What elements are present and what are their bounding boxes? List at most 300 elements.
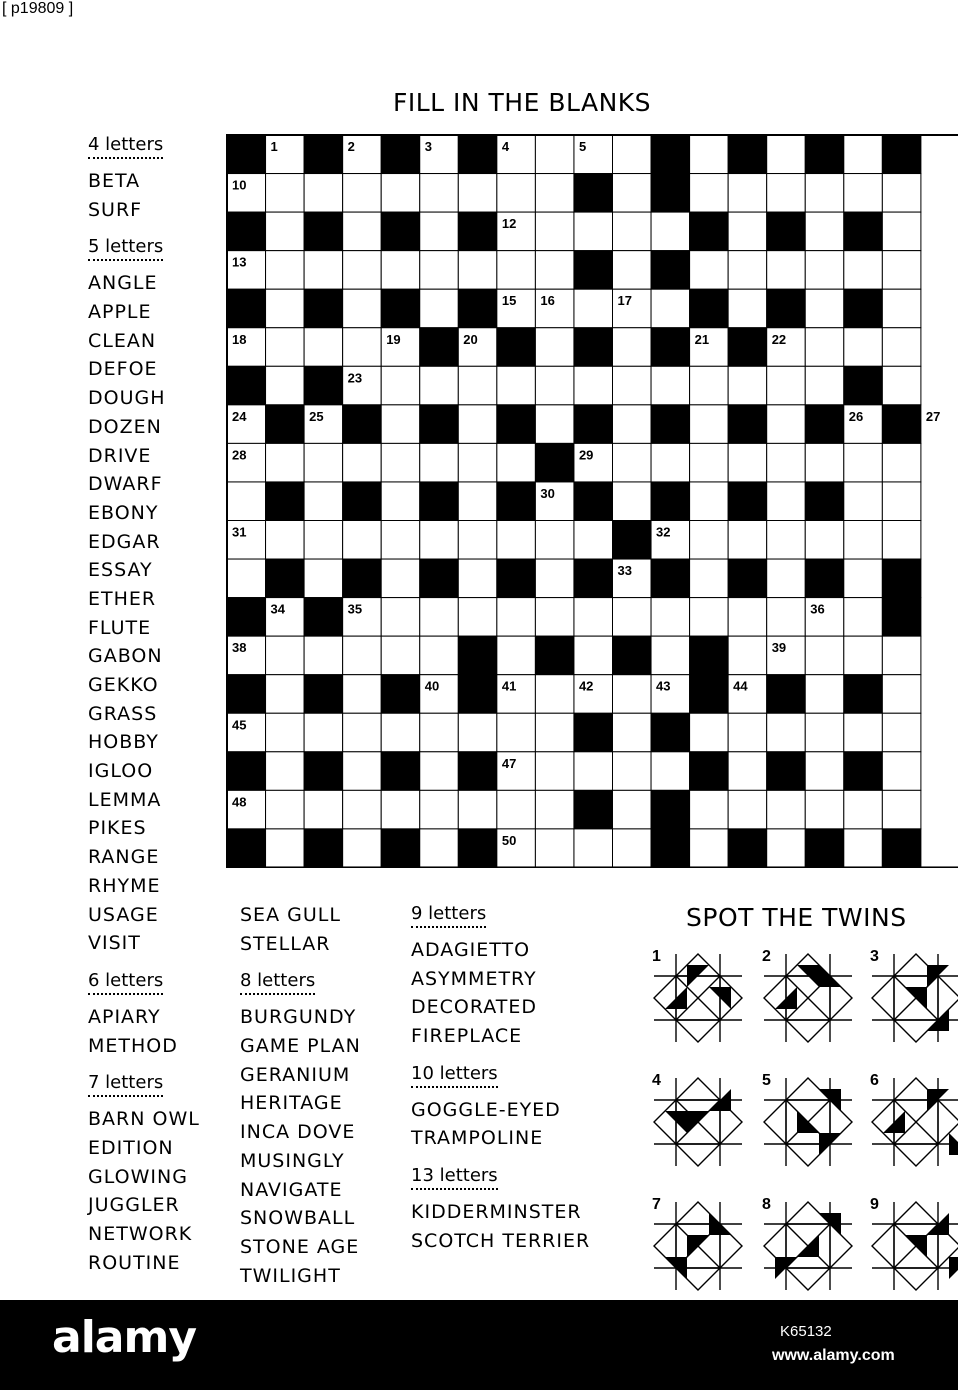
- grid-cell-black: [458, 675, 497, 714]
- clue-number: 30: [540, 485, 555, 501]
- grid-cell-black: [420, 328, 459, 367]
- word-list-column-2: [240, 901, 361, 1302]
- word-group-header: 10 letters: [411, 1063, 498, 1088]
- grid-cell: [458, 174, 497, 213]
- clue-number: 25: [309, 408, 324, 424]
- word-entry: RANGE: [88, 846, 160, 869]
- grid-cell: [535, 174, 574, 213]
- grid-cell: [381, 559, 420, 598]
- grid-cell: [844, 135, 883, 174]
- grid-cell: [497, 713, 536, 752]
- grid-cell: [613, 790, 652, 829]
- word-entry: SURF: [88, 198, 143, 221]
- word-group-header: 7 letters: [88, 1072, 163, 1097]
- grid-cell-black: [227, 675, 266, 714]
- grid-cell: [266, 443, 305, 482]
- grid-cell: [690, 829, 729, 868]
- word-group-header: 8 letters: [240, 970, 315, 995]
- grid-cell: [882, 212, 921, 251]
- clue-number: 46: [656, 717, 671, 733]
- grid-cell: [343, 443, 382, 482]
- twin-figure: [870, 952, 958, 1044]
- grid-cell: [805, 328, 844, 367]
- clue-number: 33: [617, 563, 632, 579]
- grid-cell: [574, 212, 613, 251]
- grid-cell-black: [304, 366, 343, 405]
- grid-cell: [767, 713, 806, 752]
- grid-cell-black: [690, 636, 729, 675]
- grid-cell: [805, 675, 844, 714]
- grid-cell: [535, 713, 574, 752]
- grid-cell: [767, 790, 806, 829]
- grid-cell: [343, 752, 382, 791]
- grid-cell: [728, 289, 767, 328]
- grid-cell: [497, 443, 536, 482]
- clue-number: 48: [232, 794, 247, 810]
- grid-cell: [690, 251, 729, 290]
- grid-cell: [613, 713, 652, 752]
- grid-cell: [767, 521, 806, 560]
- grid-cell-black: [227, 289, 266, 328]
- grid-cell: [767, 405, 806, 444]
- twin-star-point: [676, 1078, 720, 1100]
- grid-cell: [882, 174, 921, 213]
- grid-cell: [458, 443, 497, 482]
- grid-cell: [343, 636, 382, 675]
- word-entry: DWARF: [88, 473, 163, 496]
- grid-cell-black: [882, 829, 921, 868]
- grid-cell: [613, 366, 652, 405]
- twin-figure: [870, 1076, 958, 1168]
- grid-cell: [420, 598, 459, 637]
- grid-cell: [651, 289, 690, 328]
- clue-number: 1: [270, 139, 278, 154]
- grid-cell: [767, 366, 806, 405]
- clue-number: 8: [810, 139, 818, 154]
- grid-cell: [844, 559, 883, 598]
- word-entry: JUGGLER: [88, 1194, 180, 1217]
- twin-figure: [762, 1200, 854, 1292]
- site-url: www.alamy.com: [772, 1347, 895, 1364]
- clue-number: 32: [656, 524, 671, 540]
- grid-cell-black: [767, 289, 806, 328]
- clue-number: 49: [656, 794, 671, 810]
- grid-cell: [882, 752, 921, 791]
- word-entry: VISIT: [88, 932, 141, 955]
- grid-cell: [882, 675, 921, 714]
- clue-number: 11: [656, 177, 670, 193]
- grid-cell-black: [381, 212, 420, 251]
- grid-cell: [497, 598, 536, 637]
- word-entry: METHOD: [88, 1034, 178, 1057]
- grid-cell-black: [227, 752, 266, 791]
- word-entry: GAME PLAN: [240, 1035, 361, 1058]
- word-group: [240, 901, 361, 958]
- grid-cell-black: [343, 482, 382, 521]
- grid-cell: [266, 289, 305, 328]
- clue-number: 13: [232, 254, 247, 270]
- clue-number: 9: [887, 139, 895, 154]
- clue-number: 12: [501, 216, 517, 232]
- grid-cell-black: [458, 829, 497, 868]
- grid-cell: [304, 790, 343, 829]
- grid-cell-black: [574, 251, 613, 290]
- grid-cell-black: [304, 829, 343, 868]
- word-group-header: 13 letters: [411, 1165, 498, 1190]
- grid-cell: [420, 636, 459, 675]
- grid-cell: [535, 598, 574, 637]
- grid-cell: [304, 482, 343, 521]
- grid-cell: [882, 328, 921, 367]
- word-entry: LEMMA: [88, 788, 162, 811]
- word-group: [411, 903, 590, 1051]
- grid-cell: [767, 251, 806, 290]
- grid-cell: [728, 366, 767, 405]
- grid-cell-black: [497, 328, 536, 367]
- word-entry: USAGE: [88, 903, 159, 926]
- grid-cell: [882, 251, 921, 290]
- grid-cell: [844, 636, 883, 675]
- grid-cell: [420, 829, 459, 868]
- word-entry: APIARY: [88, 1005, 161, 1028]
- grid-cell: [690, 521, 729, 560]
- grid-cell: [574, 289, 613, 328]
- clue-number: 28: [232, 447, 247, 463]
- grid-cell: [343, 675, 382, 714]
- clue-number: 35: [347, 601, 363, 617]
- twin-label: 6: [870, 1072, 879, 1089]
- grid-cell-black: [805, 829, 844, 868]
- clue-number: 44: [733, 678, 748, 694]
- grid-cell: [728, 521, 767, 560]
- clue-number: 20: [463, 331, 478, 347]
- twin-star-point: [872, 976, 894, 1020]
- word-entry: GRASS: [88, 702, 158, 725]
- word-group: [88, 134, 200, 224]
- clue-number: 27: [925, 408, 941, 424]
- twin-star-point: [654, 976, 676, 1020]
- grid-cell-black: [574, 174, 613, 213]
- grid-cell: [535, 559, 574, 598]
- grid-cell: [304, 251, 343, 290]
- grid-cell: [613, 212, 652, 251]
- word-entry: MUSINGLY: [240, 1149, 345, 1172]
- grid-cell: [574, 521, 613, 560]
- grid-cell: [420, 251, 459, 290]
- word-entry: GERANIUM: [240, 1063, 351, 1086]
- grid-cell: [535, 212, 574, 251]
- clue-number: 29: [578, 447, 594, 463]
- clue-number: 6: [656, 139, 664, 154]
- grid-cell: [690, 366, 729, 405]
- grid-cell: [805, 521, 844, 560]
- twin-figure: [652, 952, 744, 1044]
- grid-cell: [613, 752, 652, 791]
- grid-cell: [497, 790, 536, 829]
- word-group-header: 5 letters: [88, 236, 163, 261]
- twins-title: SPOT THE TWINS: [686, 903, 907, 932]
- grid-cell: [805, 713, 844, 752]
- grid-cell: [651, 636, 690, 675]
- grid-cell: [728, 752, 767, 791]
- grid-cell-black: [227, 135, 266, 174]
- grid-cell: [343, 251, 382, 290]
- grid-cell: [844, 713, 883, 752]
- grid-cell: [767, 559, 806, 598]
- grid-cell-black: [304, 752, 343, 791]
- clue-number: 5: [578, 139, 587, 154]
- word-entry: HOBBY: [88, 731, 159, 754]
- grid-cell: [458, 790, 497, 829]
- clue-number: 39: [771, 640, 787, 656]
- grid-cell: [420, 752, 459, 791]
- grid-cell: [651, 443, 690, 482]
- grid-cell-black: [535, 443, 574, 482]
- grid-cell: [420, 212, 459, 251]
- grid-cell: [304, 443, 343, 482]
- grid-cell: [266, 212, 305, 251]
- word-entry: BARN OWL: [88, 1108, 200, 1131]
- word-entry: CLEAN: [88, 329, 157, 352]
- grid-cell: [613, 135, 652, 174]
- grid-cell: [381, 251, 420, 290]
- word-entry: STONE AGE: [240, 1235, 360, 1258]
- grid-cell-black: [844, 366, 883, 405]
- grid-cell: [728, 598, 767, 637]
- clue-number: 7: [733, 139, 741, 154]
- grid-cell: [767, 135, 806, 174]
- grid-cell: [497, 174, 536, 213]
- grid-cell: [613, 675, 652, 714]
- grid-cell-black: [304, 289, 343, 328]
- grid-cell-black: [574, 405, 613, 444]
- grid-cell-black: [535, 636, 574, 675]
- grid-cell-black: [574, 713, 613, 752]
- grid-cell: [844, 174, 883, 213]
- grid-cell: [535, 790, 574, 829]
- twin-star-point: [764, 1100, 786, 1144]
- grid-cell: [690, 135, 729, 174]
- grid-cell: [458, 366, 497, 405]
- word-entry: EBONY: [88, 501, 159, 524]
- grid-cell: [266, 366, 305, 405]
- clue-number: 21: [694, 331, 710, 347]
- twin-figure: [652, 1076, 744, 1168]
- grid-cell: [728, 713, 767, 752]
- grid-cell: [844, 328, 883, 367]
- word-entry: GLOWING: [88, 1165, 188, 1188]
- grid-cell-black: [651, 482, 690, 521]
- twin-label: 5: [762, 1072, 771, 1089]
- clue-number: 26: [848, 408, 864, 424]
- grid-cell-black: [227, 212, 266, 251]
- grid-cell-black: [613, 521, 652, 560]
- grid-cell: [767, 598, 806, 637]
- twin-label: 4: [652, 1072, 661, 1089]
- grid-cell: [535, 675, 574, 714]
- clue-number: 16: [540, 293, 555, 309]
- grid-cell: [882, 443, 921, 482]
- grid-cell-black: [381, 829, 420, 868]
- grid-cell: [420, 289, 459, 328]
- clue-number: 50: [501, 832, 517, 848]
- twin-star-point: [872, 1224, 894, 1268]
- grid-cell-black: [882, 405, 921, 444]
- grid-cell-black: [690, 212, 729, 251]
- grid-cell: [497, 251, 536, 290]
- grid-cell: [381, 636, 420, 675]
- grid-cell: [227, 559, 266, 598]
- grid-cell: [266, 251, 305, 290]
- twin-star-point: [894, 1202, 938, 1224]
- grid-cell: [574, 598, 613, 637]
- grid-cell: [574, 636, 613, 675]
- grid-cell: [651, 366, 690, 405]
- grid-cell: [343, 790, 382, 829]
- word-entry: TRAMPOLINE: [411, 1127, 544, 1150]
- word-entry: GABON: [88, 645, 163, 668]
- grid-cell-black: [728, 405, 767, 444]
- grid-cell-black: [458, 135, 497, 174]
- word-entry: TWILIGHT: [240, 1264, 341, 1287]
- word-group-header: 4 letters: [88, 134, 163, 159]
- word-entry: BURGUNDY: [240, 1006, 357, 1029]
- word-group: [88, 236, 200, 958]
- grid-cell: [728, 443, 767, 482]
- word-entry: STELLAR: [240, 932, 331, 955]
- grid-cell-black: [728, 559, 767, 598]
- grid-cell: [844, 443, 883, 482]
- word-entry: ANGLE: [88, 272, 158, 295]
- grid-cell-black: [458, 752, 497, 791]
- word-entry: SCOTCH TERRIER: [411, 1229, 591, 1252]
- grid-cell: [304, 521, 343, 560]
- grid-cell-black: [844, 752, 883, 791]
- grid-cell-black: [805, 482, 844, 521]
- grid-cell: [497, 636, 536, 675]
- grid-cell: [882, 521, 921, 560]
- twin-star-point: [872, 1100, 894, 1144]
- footer-banner: [0, 1300, 958, 1390]
- twin-label: 1: [652, 948, 661, 965]
- grid-cell: [381, 366, 420, 405]
- grid-cell: [266, 790, 305, 829]
- word-group: [88, 970, 200, 1060]
- grid-cell: [805, 212, 844, 251]
- grid-cell: [574, 752, 613, 791]
- word-entry: FIREPLACE: [411, 1025, 523, 1048]
- grid-cell: [805, 289, 844, 328]
- word-list-column-3: [411, 903, 590, 1268]
- grid-cell-black: [651, 405, 690, 444]
- grid-cell: [458, 521, 497, 560]
- grid-cell: [613, 482, 652, 521]
- grid-cell: [266, 752, 305, 791]
- word-entry: INCA DOVE: [240, 1121, 356, 1144]
- grid-cell-black: [844, 212, 883, 251]
- grid-cell-black: [343, 405, 382, 444]
- grid-cell: [613, 174, 652, 213]
- grid-cell: [882, 636, 921, 675]
- twin-star-point: [786, 1020, 830, 1042]
- twin-filled-triangle: [949, 1257, 958, 1279]
- grid-cell-black: [574, 559, 613, 598]
- grid-cell-black: [266, 482, 305, 521]
- grid-cell: [381, 790, 420, 829]
- grid-cell: [690, 559, 729, 598]
- grid-cell: [266, 521, 305, 560]
- word-entry: NAVIGATE: [240, 1178, 343, 1201]
- grid-cell: [805, 752, 844, 791]
- word-entry: SEA GULL: [240, 904, 341, 926]
- grid-cell: [420, 790, 459, 829]
- twin-figure: [870, 1200, 958, 1292]
- grid-cell: [728, 174, 767, 213]
- grid-cell: [535, 521, 574, 560]
- grid-cell: [535, 135, 574, 174]
- clue-number: 4: [501, 139, 510, 154]
- grid-cell: [343, 212, 382, 251]
- twin-figure: [652, 1200, 744, 1292]
- grid-cell: [420, 443, 459, 482]
- grid-cell: [458, 405, 497, 444]
- grid-cell: [613, 598, 652, 637]
- grid-cell: [381, 521, 420, 560]
- word-entry: ROUTINE: [88, 1251, 181, 1274]
- twin-label: 7: [652, 1196, 661, 1213]
- word-entry: ESSAY: [88, 559, 153, 582]
- twin-star-point: [894, 1144, 938, 1166]
- image-id: K65132: [780, 1323, 832, 1340]
- word-entry: EDGAR: [88, 530, 161, 553]
- word-entry: APPLE: [88, 301, 152, 324]
- clue-number: 18: [232, 331, 247, 347]
- word-entry: GEKKO: [88, 674, 159, 696]
- grid-cell: [227, 482, 266, 521]
- clue-number: 22: [771, 331, 787, 347]
- clue-number: 17: [617, 293, 632, 309]
- grid-cell: [728, 212, 767, 251]
- grid-cell: [690, 443, 729, 482]
- clue-number: 24: [232, 408, 247, 424]
- grid-cell: [304, 713, 343, 752]
- grid-cell: [458, 559, 497, 598]
- grid-cell-black: [767, 675, 806, 714]
- grid-cell: [458, 251, 497, 290]
- grid-cell-black: [304, 135, 343, 174]
- grid-cell: [420, 174, 459, 213]
- word-entry: KIDDERMINSTER: [411, 1201, 582, 1224]
- grid-cell: [882, 713, 921, 752]
- grid-cell: [690, 174, 729, 213]
- word-entry: DEFOE: [88, 358, 158, 381]
- word-entry: DOZEN: [88, 415, 162, 438]
- grid-cell-black: [266, 405, 305, 444]
- grid-cell: [266, 713, 305, 752]
- grid-cell-black: [381, 752, 420, 791]
- grid-cell: [343, 713, 382, 752]
- twin-star-point: [654, 1100, 676, 1144]
- word-group-header: 9 letters: [411, 903, 486, 928]
- grid-cell-black: [420, 482, 459, 521]
- grid-cell: [767, 829, 806, 868]
- twin-figure: [762, 1076, 854, 1168]
- grid-cell: [844, 829, 883, 868]
- word-entry: SNOWBALL: [240, 1207, 356, 1230]
- word-group: [88, 1072, 200, 1277]
- grid-cell: [381, 443, 420, 482]
- grid-cell: [651, 598, 690, 637]
